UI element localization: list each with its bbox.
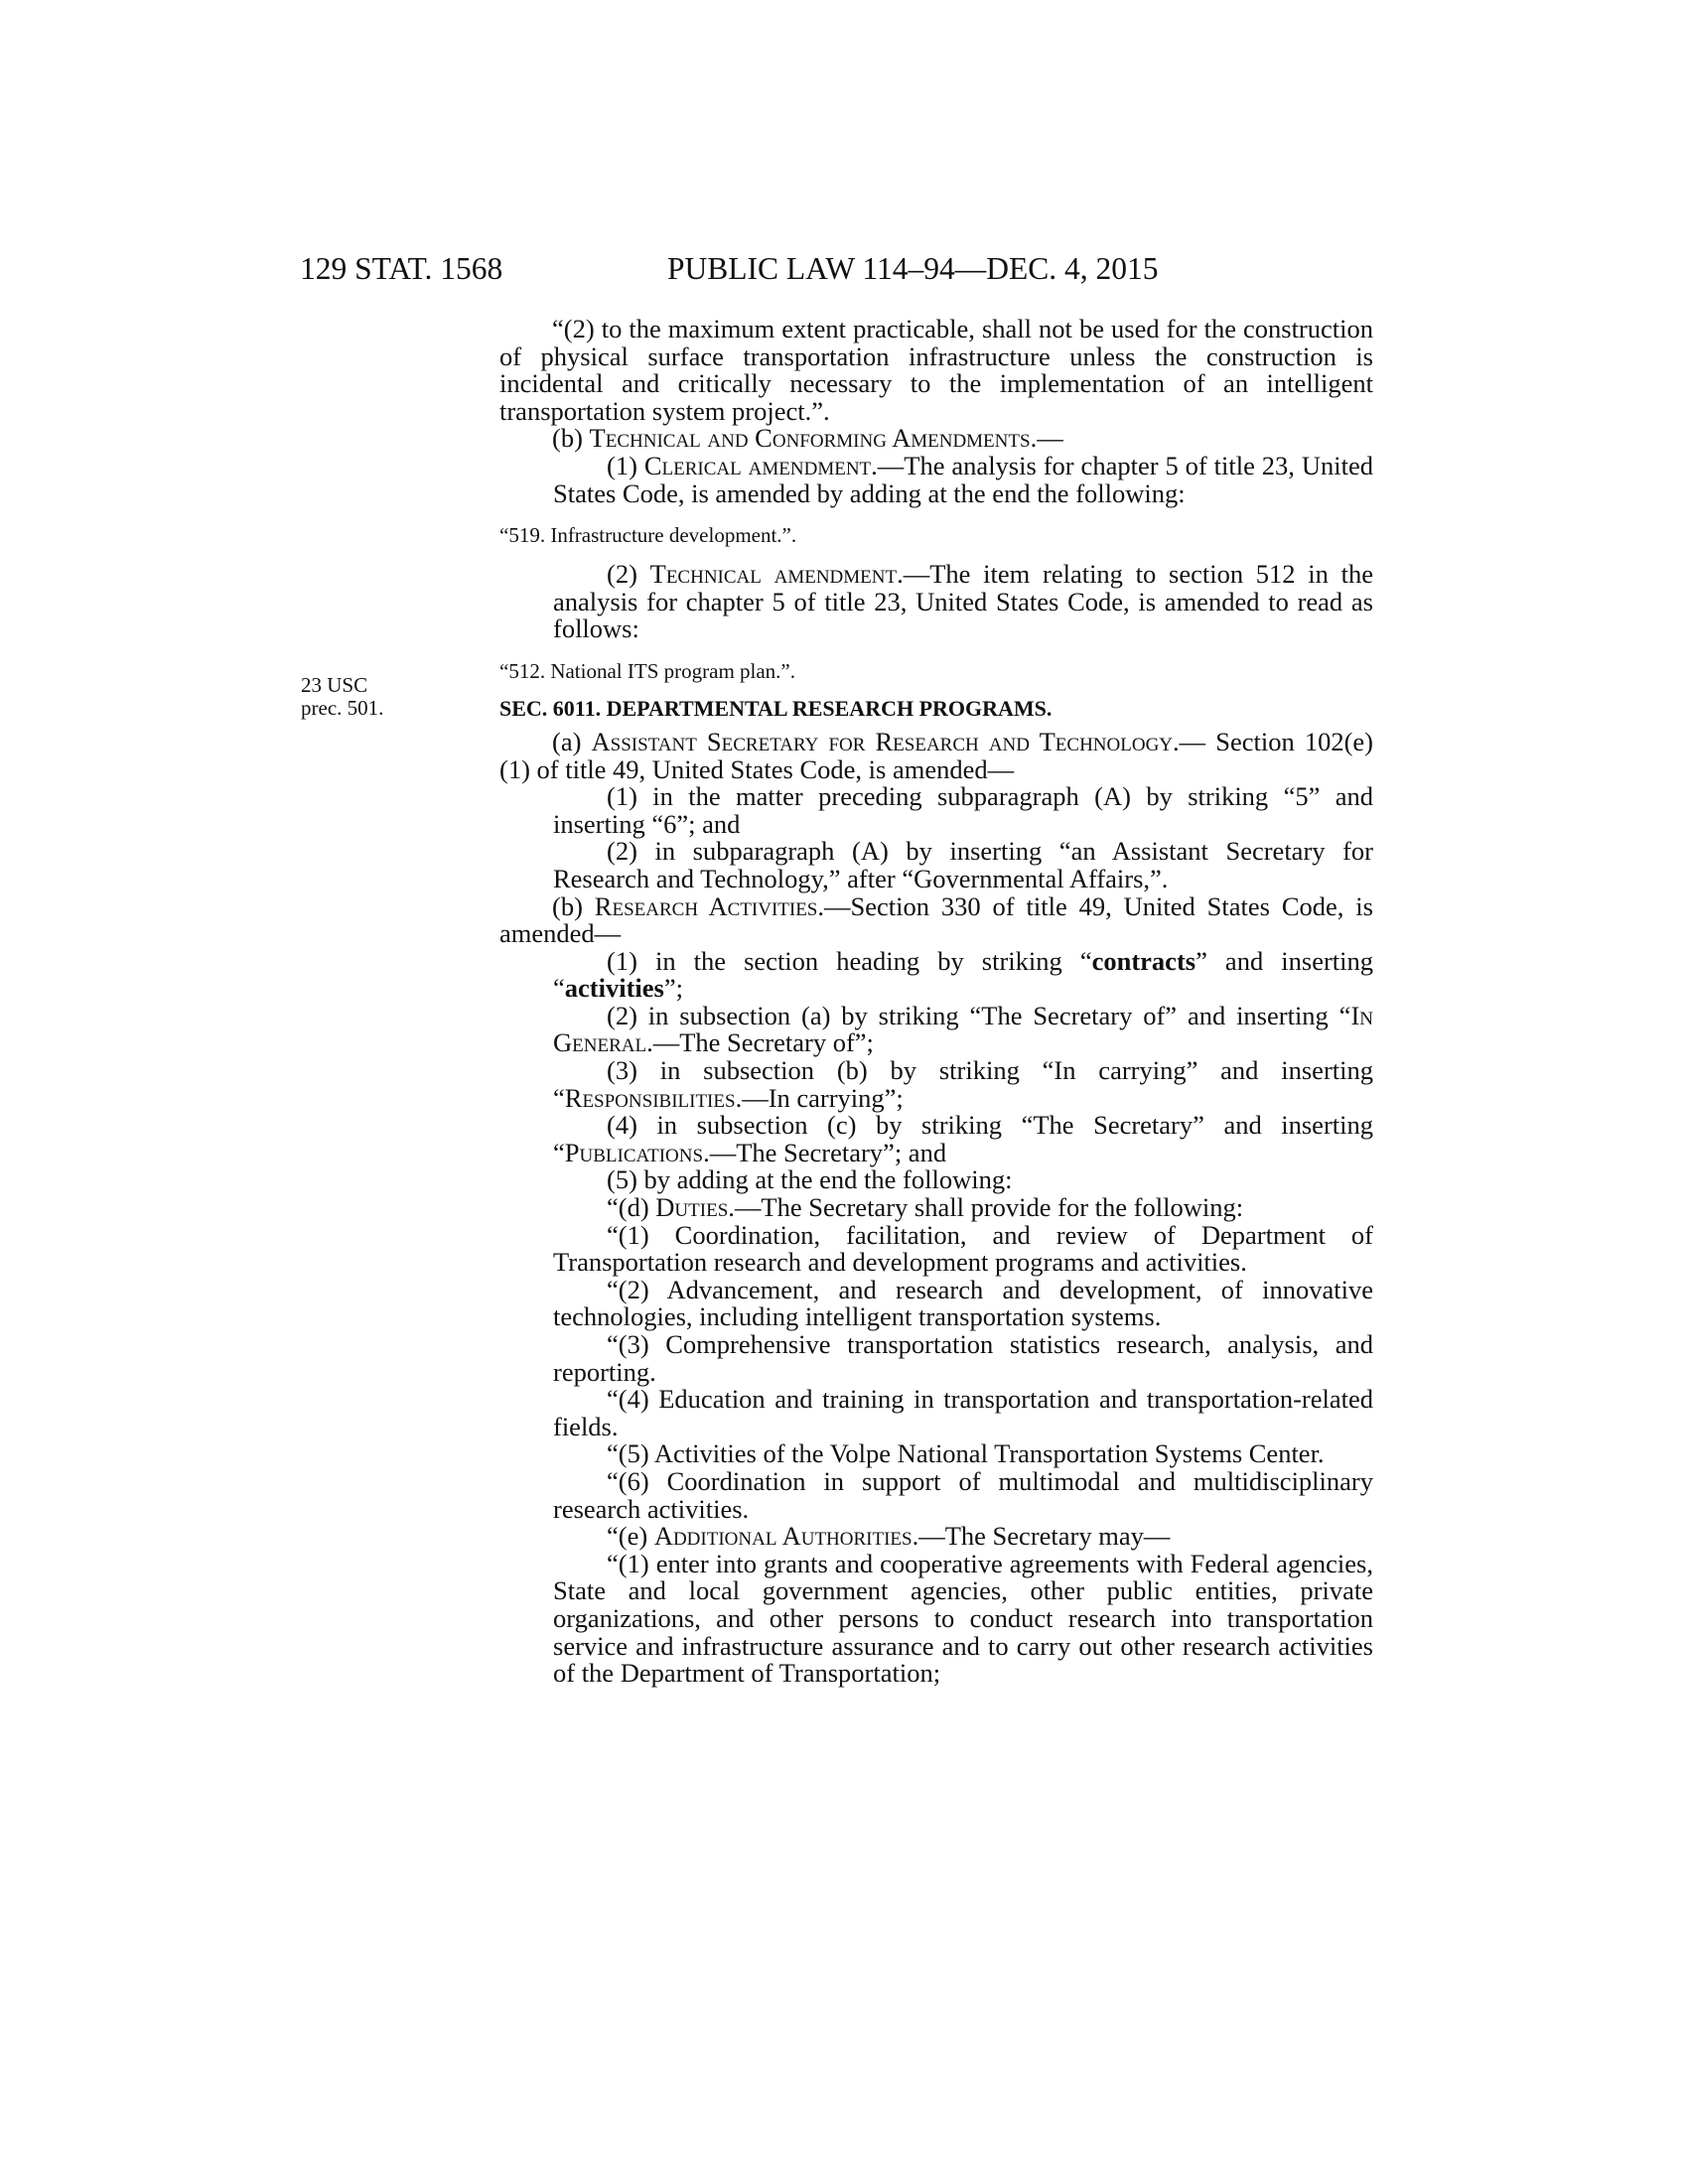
paragraph: (5) by adding at the end the following:	[607, 1164, 1013, 1195]
margin-note-line1: 23 USC	[301, 673, 368, 697]
body-text	[499, 316, 1373, 1688]
subsection-heading: (b) Technical and Conforming Amendments.—	[552, 423, 1063, 454]
paragraph: “(1) enter into grants and cooperative agreements with Federal agencies, State and local government agencies, other public entities, private organizations, and other persons to conduct research into transportation service and infrastructure assurance and to carry out other research activities of the Department of Transportation;	[553, 1548, 1373, 1689]
subsection-heading: (b) Research Activities.—Section 330 of title 49, United States Code, is amended—	[499, 890, 1373, 949]
subsection-heading: “(e) Additional Authorities.—The Secretary may—	[607, 1521, 1171, 1552]
paragraph: (2) in subparagraph (A) by inserting “an Assistant Secretary for Research and Technology,” after “Governmental Affairs,”.	[553, 836, 1373, 893]
margin-note-line2: prec. 501.	[301, 696, 384, 720]
paragraph: (1) in the section heading by striking “contracts” and inserting “activities”;	[553, 945, 1374, 1004]
paragraph: “(2) to the maximum extent practicable, shall not be used for the construction of physical surface transportation infrastructure unless the construction is incidental and critically necessary to the implementation of an intelligent transportation system project.”.	[499, 314, 1373, 426]
analysis-item: “519. Infrastructure development.”.	[499, 523, 797, 548]
paragraph: (2) in subsection (a) by striking “The Secretary of” and inserting “In General.—The Secretary of”;	[553, 1000, 1373, 1058]
paragraph: “(2) Advancement, and research and development, of innovative technologies, including intelligent transportation systems.	[553, 1274, 1373, 1332]
page-stat-reference: 129 STAT. 1568	[300, 251, 503, 286]
subsection-heading: (a) Assistant Secretary for Research and Technology.— Section 102(e)(1) of title 49, United States Code, is amended—	[499, 726, 1373, 784]
margin-note	[301, 674, 383, 720]
subsection-heading: “(d) Duties.—The Secretary shall provide for the following:	[607, 1192, 1244, 1223]
paragraph: “(3) Comprehensive transportation statistics research, analysis, and reporting.	[553, 1329, 1373, 1387]
paragraph: “(1) Coordination, facilitation, and review of Department of Transportation research and development programs and activities.	[553, 1219, 1373, 1278]
paragraph: (4) in subsection (c) by striking “The Secretary” and inserting “Publications.—The Secretary”; and	[553, 1110, 1373, 1167]
paragraph: “(6) Coordination in support of multimodal and multidisciplinary research activities.	[553, 1465, 1373, 1524]
paragraph: “(4) Education and training in transportation and transportation-related fields.	[553, 1384, 1373, 1441]
paragraph: (1) in the matter preceding subparagraph (A) by striking “5” and inserting “6”; and	[553, 781, 1373, 839]
analysis-item: “512. National ITS program plan.”.	[499, 658, 795, 683]
section-heading: SEC. 6011. DEPARTMENTAL RESEARCH PROGRAMS.	[499, 695, 1053, 721]
running-header: PUBLIC LAW 114–94—DEC. 4, 2015	[667, 251, 1159, 286]
paragraph: (3) in subsection (b) by striking “In carrying” and inserting “Responsibilities.—In carrying”;	[553, 1055, 1373, 1113]
paragraph: (2) Technical amendment.—The item relating to section 512 in the analysis for chapter 5 of title 23, United States Code, is amended to read as follows:	[553, 559, 1373, 644]
paragraph: (1) Clerical amendment.—The analysis for chapter 5 of title 23, United States Code, is amended by adding at the end the following:	[553, 450, 1373, 508]
paragraph: “(5) Activities of the Volpe National Transportation Systems Center.	[607, 1438, 1325, 1469]
